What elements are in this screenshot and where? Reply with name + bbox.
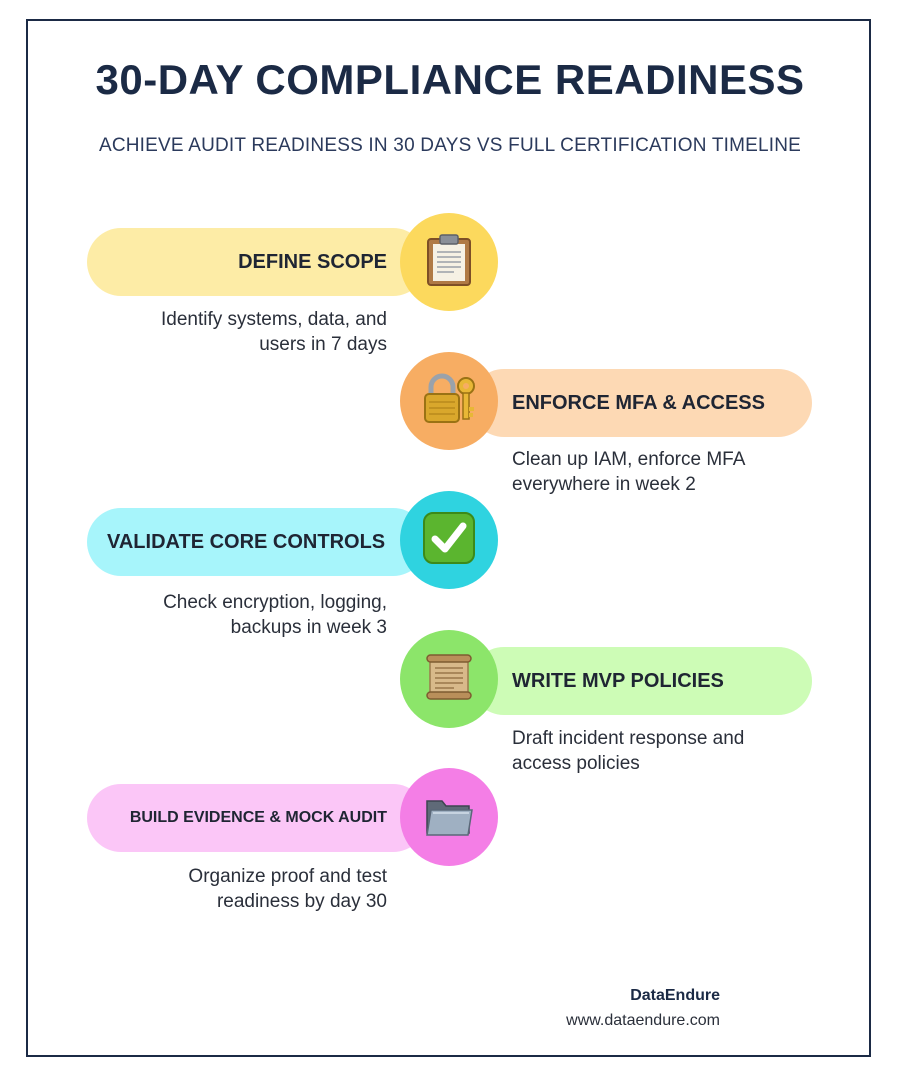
clipboard-icon xyxy=(426,233,472,292)
brand-url: www.dataendure.com xyxy=(566,1012,720,1029)
step-write-policies-description: Draft incident response and access policies xyxy=(512,728,745,774)
step-enforce-mfa-pill xyxy=(470,369,812,437)
step-write-policies-badge xyxy=(400,630,498,728)
step-build-evidence-description: Organize proof and test readiness by day 30 xyxy=(188,866,387,912)
step-build-evidence-badge xyxy=(400,768,498,866)
folder-icon xyxy=(424,793,474,842)
step-title: DEFINE SCOPE xyxy=(238,250,387,273)
step-title: ENFORCE MFA & ACCESS xyxy=(512,391,765,414)
step-enforce-mfa-description: Clean up IAM, enforce MFA everywhere in week 2 xyxy=(512,449,746,495)
step-define-scope-description: Identify systems, data, and users in 7 days xyxy=(160,309,387,355)
step-validate-controls-badge xyxy=(400,491,498,589)
step-validate-controls-pill xyxy=(87,508,427,576)
step-validate-controls-description: Check encryption, logging, backups in week 3 xyxy=(163,592,387,638)
brand-name: DataEndure xyxy=(630,987,720,1004)
step-write-policies-pill xyxy=(470,647,812,715)
page-subtitle: ACHIEVE AUDIT READINESS IN 30 DAYS VS FULL CERTIFICATION TIMELINE xyxy=(98,135,802,156)
step-title: VALIDATE CORE CONTROLS xyxy=(107,530,386,553)
step-define-scope-pill xyxy=(87,228,427,296)
step-title: BUILD EVIDENCE & MOCK AUDIT xyxy=(129,809,387,826)
checkmark-icon xyxy=(423,512,475,569)
step-build-evidence-pill xyxy=(87,784,427,852)
step-define-scope-badge xyxy=(400,213,498,311)
lock-key-icon xyxy=(421,373,477,430)
scroll-icon xyxy=(424,653,474,706)
step-enforce-mfa-badge xyxy=(400,352,498,450)
step-title: WRITE MVP POLICIES xyxy=(512,669,724,692)
page-title: 30-DAY COMPLIANCE READINESS xyxy=(95,56,805,103)
